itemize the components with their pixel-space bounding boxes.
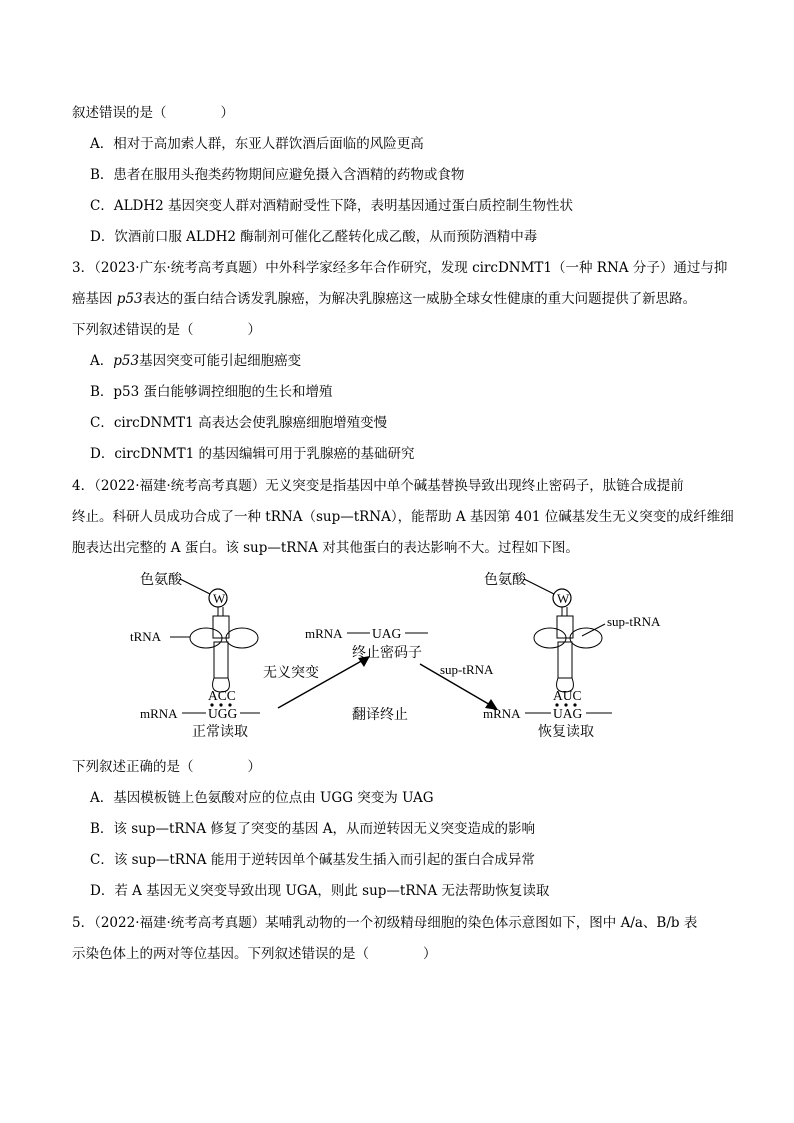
sup-trna-label: sup-tRNA xyxy=(607,614,661,629)
text-span: 癌基因 xyxy=(72,291,117,307)
normal-reading-label: 正常读取 xyxy=(192,724,248,740)
w-symbol-left: W xyxy=(213,591,226,606)
q2-option-a: A．相对于高加索人群，东亚人群饮酒后面临的风险更高 xyxy=(90,136,424,152)
anticodon-right: AUC xyxy=(553,688,582,703)
q3-option-c: C．circDNMT1 高表达会使乳腺癌细胞增殖变慢 xyxy=(90,415,388,431)
text-span: 基因突变可能引起细胞癌变 xyxy=(139,353,302,369)
t-arm-right xyxy=(570,628,602,648)
trna-right-diagram xyxy=(483,572,661,740)
q4-option-b: B．该 sup—tRNA 修复了突变的基因 A，从而逆转因无义突变造成的影响 xyxy=(90,821,535,837)
trna-label: tRNA xyxy=(130,629,162,644)
t-arm-left xyxy=(226,628,258,648)
question-4-line-2: 终止。科研人员成功合成了一种 tRNA（sup—tRNA），能帮助 A 基因第 401 位碱基发生无义突变的成纤维细 xyxy=(72,509,734,525)
question-3-line-2 xyxy=(72,290,696,308)
trp-label-left: 色氨酸 xyxy=(140,572,182,588)
q4-option-c: C．该 sup—tRNA 能用于逆转因单个碱基发生插入而引起的蛋白合成异常 xyxy=(90,852,535,868)
q4-option-d: D．若 A 基因无义突变导致出现 UGA，则此 sup—tRNA 无法帮助恢复读取 xyxy=(90,883,550,899)
q3-option-a xyxy=(90,352,301,370)
question-4-prompt: 下列叙述正确的是（ ） xyxy=(72,759,261,775)
translation-stop-label: 翻译终止 xyxy=(352,707,408,723)
restored-reading-label: 恢复读取 xyxy=(538,724,594,740)
codon-left: UGG xyxy=(208,706,238,721)
codon-mid: UAG xyxy=(372,626,402,641)
question-4-line-1: 4．（2022·福建·统考高考真题）无义突变是指基因中单个碱基替换导致出现终止密码子，肽链合成提前 xyxy=(72,478,684,494)
text-span: 表达的蛋白结合诱发乳腺癌，为解决乳腺癌这一威胁全球女性健康的重大问题提供了新思路。 xyxy=(142,291,697,307)
anticodon-stem-right xyxy=(558,642,572,678)
question-3-line-1: 3．（2023·广东·统考高考真题）中外科学家经多年合作研究，发现 circDNMT1（一种 RNA 分子）通过与抑 xyxy=(72,260,728,276)
q2-option-c: C．ALDH2 基因突变人群对酒精耐受性下降，表明基因通过蛋白质控制生物性状 xyxy=(90,198,574,214)
question-2-stem-end: 叙述错误的是（ ） xyxy=(72,105,234,121)
mrna-label-left: mRNA xyxy=(140,706,178,721)
question-4-line-3: 胞表达出完整的 A 蛋白。该 sup—tRNA 对其他蛋白的表达影响不大。过程如下图。 xyxy=(72,540,579,556)
sup-trna-arrow-label: sup-tRNA xyxy=(440,662,494,677)
w-symbol-right: W xyxy=(557,591,570,606)
gene-name: p53 xyxy=(116,291,143,307)
anticodon-left: ACC xyxy=(208,688,236,703)
nonsense-mutation-label: 无义突变 xyxy=(263,665,319,681)
text-span: A． xyxy=(90,353,114,369)
q3-option-d: D．circDNMT1 的基因编辑可用于乳腺癌的基础研究 xyxy=(90,446,415,462)
question-3-line-3: 下列叙述错误的是（ ） xyxy=(72,322,261,338)
anticodon-stem-left xyxy=(214,642,228,678)
trna-translation-figure xyxy=(120,566,680,746)
gene-name: p53 xyxy=(113,353,140,369)
trp-label-right: 色氨酸 xyxy=(484,572,526,588)
q2-option-d: D．饮酒前口服 ALDH2 酶制剂可催化乙醛转化成乙酸，从而预防酒精中毒 xyxy=(90,229,538,245)
q4-option-a: A．基因模板链上色氨酸对应的位点由 UGG 突变为 UAG xyxy=(90,790,434,806)
trna-left-diagram xyxy=(130,572,260,740)
question-5-line-1: 5．（2022·福建·统考高考真题）某哺乳动物的一个初级精母细胞的染色体示意图如下，图中 A/a、B/b 表 xyxy=(72,915,698,931)
q2-option-b: B．患者在服用头孢类药物期间应避免摄入含酒精的药物或食物 xyxy=(90,167,465,183)
stop-codon-label: 终止密码子 xyxy=(352,645,422,661)
question-5-line-2: 示染色体上的两对等位基因。下列叙述错误的是（ ） xyxy=(72,946,437,962)
mrna-label-mid: mRNA xyxy=(305,626,343,641)
codon-right: UAG xyxy=(553,706,583,721)
mrna-label-right: mRNA xyxy=(483,706,521,721)
q3-option-b: B．p53 蛋白能够调控细胞的生长和增殖 xyxy=(90,384,333,400)
